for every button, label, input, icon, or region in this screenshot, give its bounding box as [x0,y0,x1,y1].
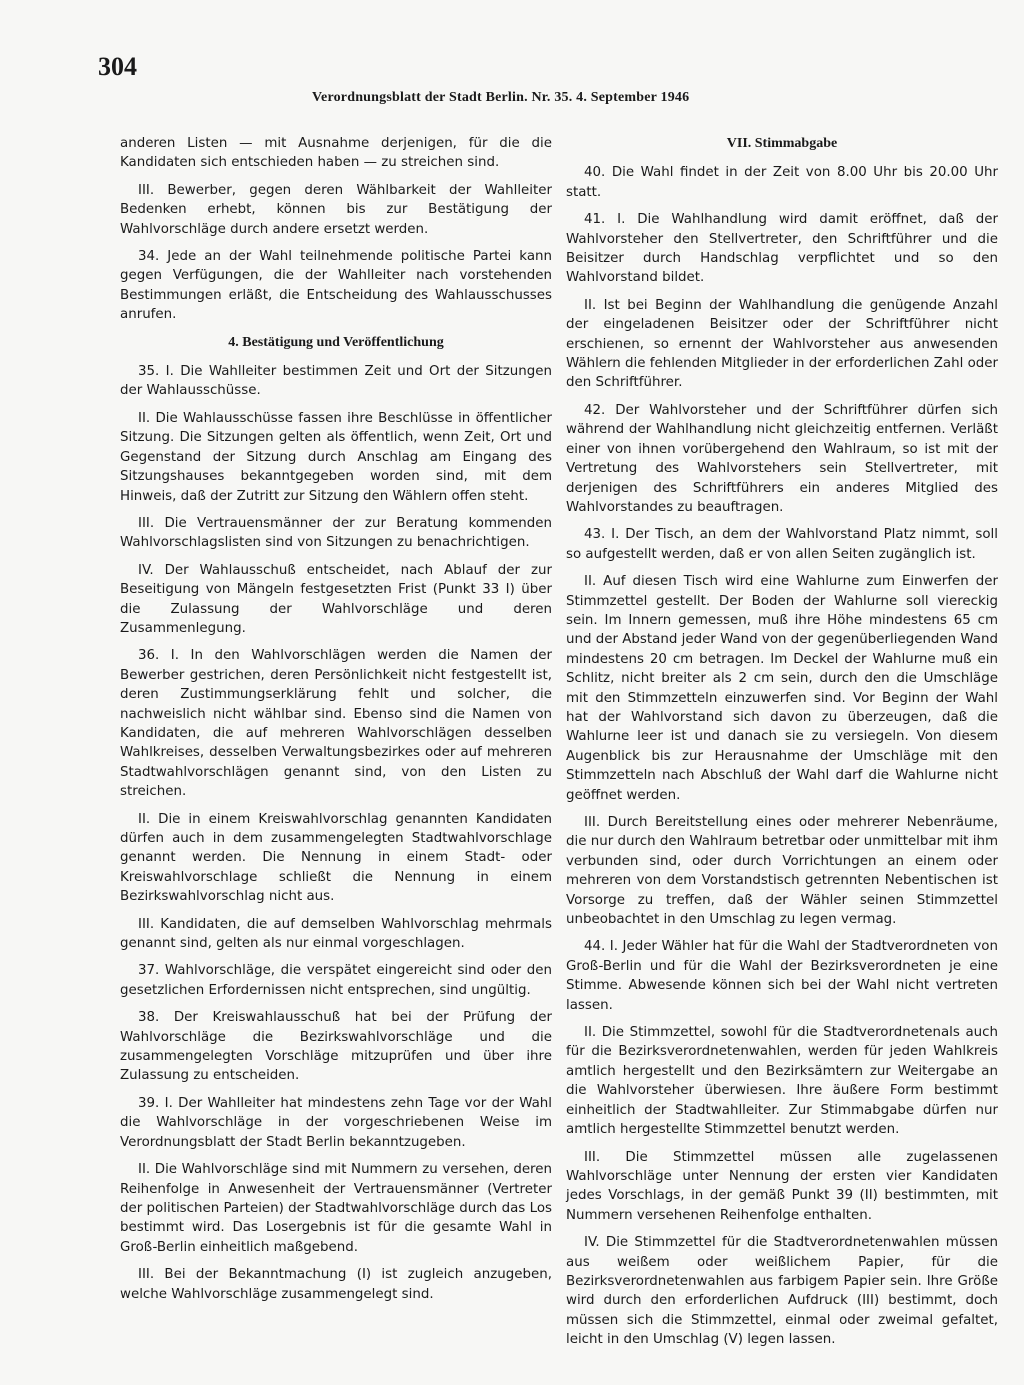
paragraph: 43. I. Der Tisch, an dem der Wahlvorstand Platz nimmt, soll so aufgestellt werden, daß er von allen Seiten zugänglich ist. [566,527,998,562]
paragraph: II. Ist bei Beginn der Wahlhandlung die genügende Anzahl der eingeladenen Beisitzer oder der Schriftführer nicht erschienen, so ernennt der Wahlvorsteher aus anwesenden Wählern die fehlenden Mitglieder in der erforderlichen Zahl oder den Schriftführer. [566,297,999,391]
paragraph: II. Die in einem Kreiswahlvorschlag genannten Kandidaten dürfen auch in dem zusammengelegten Stadtwahlvorschlage genannt werden. Die Nennung in einem Stadt- oder Kreiswahlvorschlage schließt die Nennung in einem Bezirkswahlvorschlag nicht aus. [120,811,552,905]
paragraph: 41. I. Die Wahlhandlung wird damit eröffnet, daß der Wahlvorsteher den Stellvertreter, den Schriftführer und die Beisitzer durch Handschlag verpflichtet und so den Wahlvorstand bildet. [566,212,998,286]
page-number: 304 [98,52,137,81]
paragraph: II. Die Stimmzettel, sowohl für die Stadtverordnetenals auch für die Bezirksverordnetenwahlen, werden für jeden Wahlkreis amtlich hergestellt und den Bezirksämtern zur Weitergabe an die Wahlvorsteher überwiesen. Ihre äußere Form bestimmt einheitlich der Stadtwahlleiter. Zur Stimmabgabe dürfen nur amtlich hergestellte Stimmzettel benutzt werden. [566,1025,998,1138]
running-head: Verordnungsblatt der Stadt Berlin. Nr. 35. 4. September 1946 [312,90,690,105]
paragraph: 35. I. Die Wahlleiter bestimmen Zeit und Ort der Sitzungen der Wahlausschüsse. [120,364,552,399]
paragraph: III. Die Stimmzettel müssen alle zugelassenen Wahlvorschläge unter Nennung der ersten vier Kandidaten jedes Vorschlags, in der gemäß Punkt 39 (II) bestimmten, mit Nummern versehenen Reihenfolge enthalten. [566,1149,998,1223]
right-column [566,134,998,1358]
paragraph: anderen Listen — mit Ausnahme derjenigen, für die die Kandidaten sich entschieden haben — zu streichen sind. [120,136,552,171]
paragraph: III. Kandidaten, die auf demselben Wahlvorschlag mehrmals genannt sind, gelten als nur einmal vorgeschlagen. [120,916,552,952]
paragraph: III. Bewerber, gegen deren Wählbarkeit der Wahlleiter Bedenken erhebt, können bis zur Bestätigung der Wahlvorschläge durch andere ersetzt werden. [120,182,552,237]
paragraph: II. Auf diesen Tisch wird eine Wahlurne zum Einwerfen der Stimmzettel gestellt. Der Boden der Wahlurne soll viereckig sein. Im Innern gemessen, muß ihre Höhe mindestens 65 cm und der Abstand jeder Wand von der gegenüberliegenden Wand mindestens 20 cm betragen. Im Deckel der Wahlurne muß ein Schlitz, nicht breiter als 2 cm sein, durch den die Umschläge mit den Stimmzetteln einzuwerfen sind. Vor Beginn der Wahl hat der Wahlvorstand sich davon zu überzeugen, daß die Wahlurne leer ist und danach sie zu versiegeln. Von diesem Augenblick bis zur Herausnahme der Umschläge mit den Stimmzetteln nach Abschluß der Wahl darf die Wahlurne nicht geöffnet werden. [566,574,998,803]
paragraph: 39. I. Der Wahlleiter hat mindestens zehn Tage vor der Wahl die Wahlvorschläge in der vorgeschriebenen Weise im Verordnungsblatt der Stadt Berlin bekanntzugeben. [120,1095,552,1150]
left-column [120,134,552,1312]
paragraph: 36. I. In den Wahlvorschlägen werden die Namen der Bewerber gestrichen, deren Persönlichkeit nicht festgestellt ist, deren Zustimmungserklärung fehlt und solcher, die nachweislich nicht wählbar sind. Ebenso sind die Namen von Kandidaten, die auf mehreren Wahlvorschlägen desselben Wahlkreises, desselben Verwaltungsbezirkes oder auf mehreren Stadtwahlvorschlägen genannt sind, von den Listen zu streichen. [120,648,552,800]
section-heading: 4. Bestätigung und Veröffentlichung [228,334,444,350]
paragraph: 40. Die Wahl findet in der Zeit von 8.00 Uhr bis 20.00 Uhr statt. [566,165,998,200]
paragraph: II. Die Wahlausschüsse fassen ihre Beschlüsse in öffentlicher Sitzung. Die Sitzungen gelten als öffentlich, wenn Zeit, Ort und Gegenstand der Sitzung durch Anschlag am Eingang des Sitzungshauses bekanntgegeben worden sind, mit dem Hinweis, daß der Zutritt zur Sitzung den Wählern offen steht. [120,410,552,504]
paragraph: IV. Der Wahlausschuß entscheidet, nach Ablauf der zur Beseitigung von Mängeln festgesetzten Frist (Punkt 33 I) über die Zulassung der Wahlvorschläge und deren Zusammenlegung. [120,562,552,636]
paragraph: 34. Jede an der Wahl teilnehmende politische Partei kann gegen Verfügungen, die der Wahlleiter nach vorstehenden Bestimmungen erläßt, die Entscheidung des Wahlausschusses anrufen. [120,249,552,323]
paragraph: II. Die Wahlvorschläge sind mit Nummern zu versehen, deren Reihenfolge in Anwesenheit der Vertrauensmänner (Vertreter der politischen Parteien) der Stadtwahlvorschläge durch das Los bestimmt wird. Das Losergebnis ist für die gesamte Wahl in Groß-Berlin einheitlich maßgebend. [120,1162,552,1255]
paragraph: III. Die Vertrauensmänner der zur Beratung kommenden Wahlvorschlagslisten sind von Sitzungen zu benachrichtigen. [120,515,552,551]
paragraph: 42. Der Wahlvorsteher und der Schriftführer dürfen sich während der Wahlhandlung nicht gleichzeitig entfernen. Verläßt einer von ihnen vorübergehend den Wahlraum, so ist mit der Vertretung des Wahlvorstehers sein Stellvertreter, mit derjenigen des Schriftführers ein anderes Mitglied des Wahlvorstandes zu beauftragen. [566,402,998,515]
paragraph: III. Bei der Bekanntmachung (I) ist zugleich anzugeben, welche Wahlvorschläge zusammengelegt sind. [120,1267,552,1302]
section-heading: VII. Stimmabgabe [726,136,838,151]
paragraph: 37. Wahlvorschläge, die verspätet eingereicht sind oder den gesetzlichen Erfordernissen nicht entsprechen, sind ungültig. [120,963,552,998]
paragraph: 38. Der Kreiswahlausschuß hat bei der Prüfung der Wahlvorschläge die Bezirkswahlvorschläge und die zusammengelegten Vorschläge mitzuprüfen und über ihre Zulassung zu entscheiden. [120,1010,552,1084]
paragraph: IV. Die Stimmzettel für die Stadtverordnetenwahlen müssen aus weißem oder weißlichem Papier, für die Bezirksverordnetenwahlen aus farbigem Papier sein. Ihre Größe wird durch den erforderlichen Aufdruck (III) bestimmt, doch müssen sich die Stimmzettel, einmal oder zweimal gefaltet, leicht in den Umschlag (V) legen lassen. [566,1235,998,1348]
paragraph: III. Durch Bereitstellung eines oder mehrerer Nebenräume, die nur durch den Wahlraum betretbar oder unmittelbar mit ihm verbunden sind, oder durch Vorrichtungen an einem oder mehreren von dem Vorstandstisch getrennten Nebentischen ist Vorsorge zu treffen, daß der Wähler seinen Stimmzettel unbeobachtet in den Umschlag zu legen vermag. [566,815,998,928]
paragraph: 44. I. Jeder Wähler hat für die Wahl der Stadtverordneten von Groß-Berlin und für die Wahl der Bezirksverordneten je eine Stimme. Abwesende können sich bei der Wahl nicht vertreten lassen. [566,939,998,1013]
